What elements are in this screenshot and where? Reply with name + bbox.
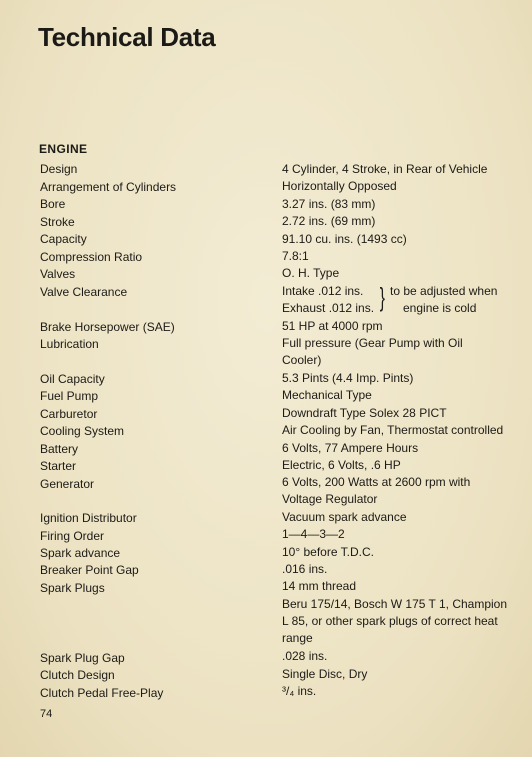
spec-label: Generator: [40, 477, 95, 491]
page-title: Technical Data: [38, 22, 216, 52]
spec-value: 10° before T.D.C.: [282, 545, 374, 559]
spec-label: Design: [40, 162, 78, 176]
spec-label: Capacity: [40, 232, 87, 246]
spec-label: Brake Horsepower (SAE): [40, 320, 175, 334]
spec-label: Valve Clearance: [40, 285, 128, 299]
spec-label: Spark Plug Gap: [40, 651, 125, 665]
spec-label: Battery: [40, 442, 79, 456]
spec-label: Clutch Pedal Free-Play: [40, 686, 164, 700]
spec-label: Oil Capacity: [40, 372, 105, 386]
spec-value: Single Disc, Dry: [282, 667, 368, 681]
spec-value: Full pressure (Gear Pump with Oil: [282, 336, 463, 350]
spec-label: Starter: [40, 459, 77, 473]
spec-value-line: Beru 175/14, Bosch W 175 T 1, Champion: [282, 597, 508, 611]
spec-label: Ignition Distributor: [40, 511, 137, 525]
spec-value: 1—4—3—2: [282, 527, 345, 541]
spec-value: Mechanical Type: [282, 388, 372, 402]
spec-label: Stroke: [40, 215, 75, 229]
spec-value: 4 Cylinder, 4 Stroke, in Rear of Vehicle: [282, 162, 488, 176]
spec-value: 6 Volts, 200 Watts at 2600 rpm with: [282, 475, 471, 489]
spec-note: engine is cold: [403, 301, 477, 315]
spec-value: 2.72 ins. (69 mm): [282, 214, 376, 228]
spec-label: Fuel Pump: [40, 389, 99, 403]
spec-value: .016 ins.: [282, 562, 328, 576]
brace-glyph: }: [379, 282, 385, 312]
spec-label: Firing Order: [40, 529, 105, 543]
spec-value: Vacuum spark advance: [282, 510, 407, 524]
spec-value: 14 mm thread: [282, 579, 357, 593]
spec-value: Downdraft Type Solex 28 PICT: [282, 406, 447, 420]
spec-value: 51 HP at 4000 rpm: [282, 319, 383, 333]
spec-value: 5.3 Pints (4.4 Imp. Pints): [282, 371, 414, 385]
spec-value: Intake .012 ins.: [282, 284, 364, 298]
spec-label: Spark Plugs: [40, 581, 105, 595]
spec-value-line: Cooler): [282, 353, 322, 367]
spec-value-line: Exhaust .012 ins.: [282, 301, 375, 315]
spec-value: Electric, 6 Volts, .6 HP: [282, 458, 401, 472]
spec-value-line: L 85, or other spark plugs of correct heat: [282, 614, 498, 628]
section-heading-engine: ENGINE: [39, 142, 88, 156]
page-number: 74: [40, 708, 53, 720]
spec-label: Bore: [40, 197, 66, 211]
spec-label: Valves: [40, 267, 76, 281]
spec-label: Clutch Design: [40, 668, 115, 682]
spec-value: Air Cooling by Fan, Thermostat controlled: [282, 423, 504, 437]
spec-label: Arrangement of Cylinders: [40, 180, 177, 194]
spec-label: Breaker Point Gap: [40, 563, 139, 577]
spec-label: Spark advance: [40, 546, 121, 560]
spec-value: O. H. Type: [282, 266, 340, 280]
spec-value: 6 Volts, 77 Ampere Hours: [282, 441, 419, 455]
spec-value: Horizontally Opposed: [282, 179, 397, 193]
spec-label: Lubrication: [40, 337, 99, 351]
spec-value: .028 ins.: [282, 649, 328, 663]
spec-value-line: Voltage Regulator: [282, 492, 378, 506]
spec-note: to be adjusted when: [390, 284, 498, 298]
spec-value: 3.27 ins. (83 mm): [282, 197, 376, 211]
spec-label: Carburetor: [40, 407, 98, 421]
spec-label: Compression Ratio: [40, 250, 143, 264]
spec-value: 91.10 cu. ins. (1493 cc): [282, 232, 407, 246]
spec-value-line: range: [282, 631, 313, 645]
spec-label: Cooling System: [40, 424, 125, 438]
spec-value: ³/₄ ins.: [282, 684, 317, 698]
spec-value: 7.8:1: [282, 249, 309, 263]
